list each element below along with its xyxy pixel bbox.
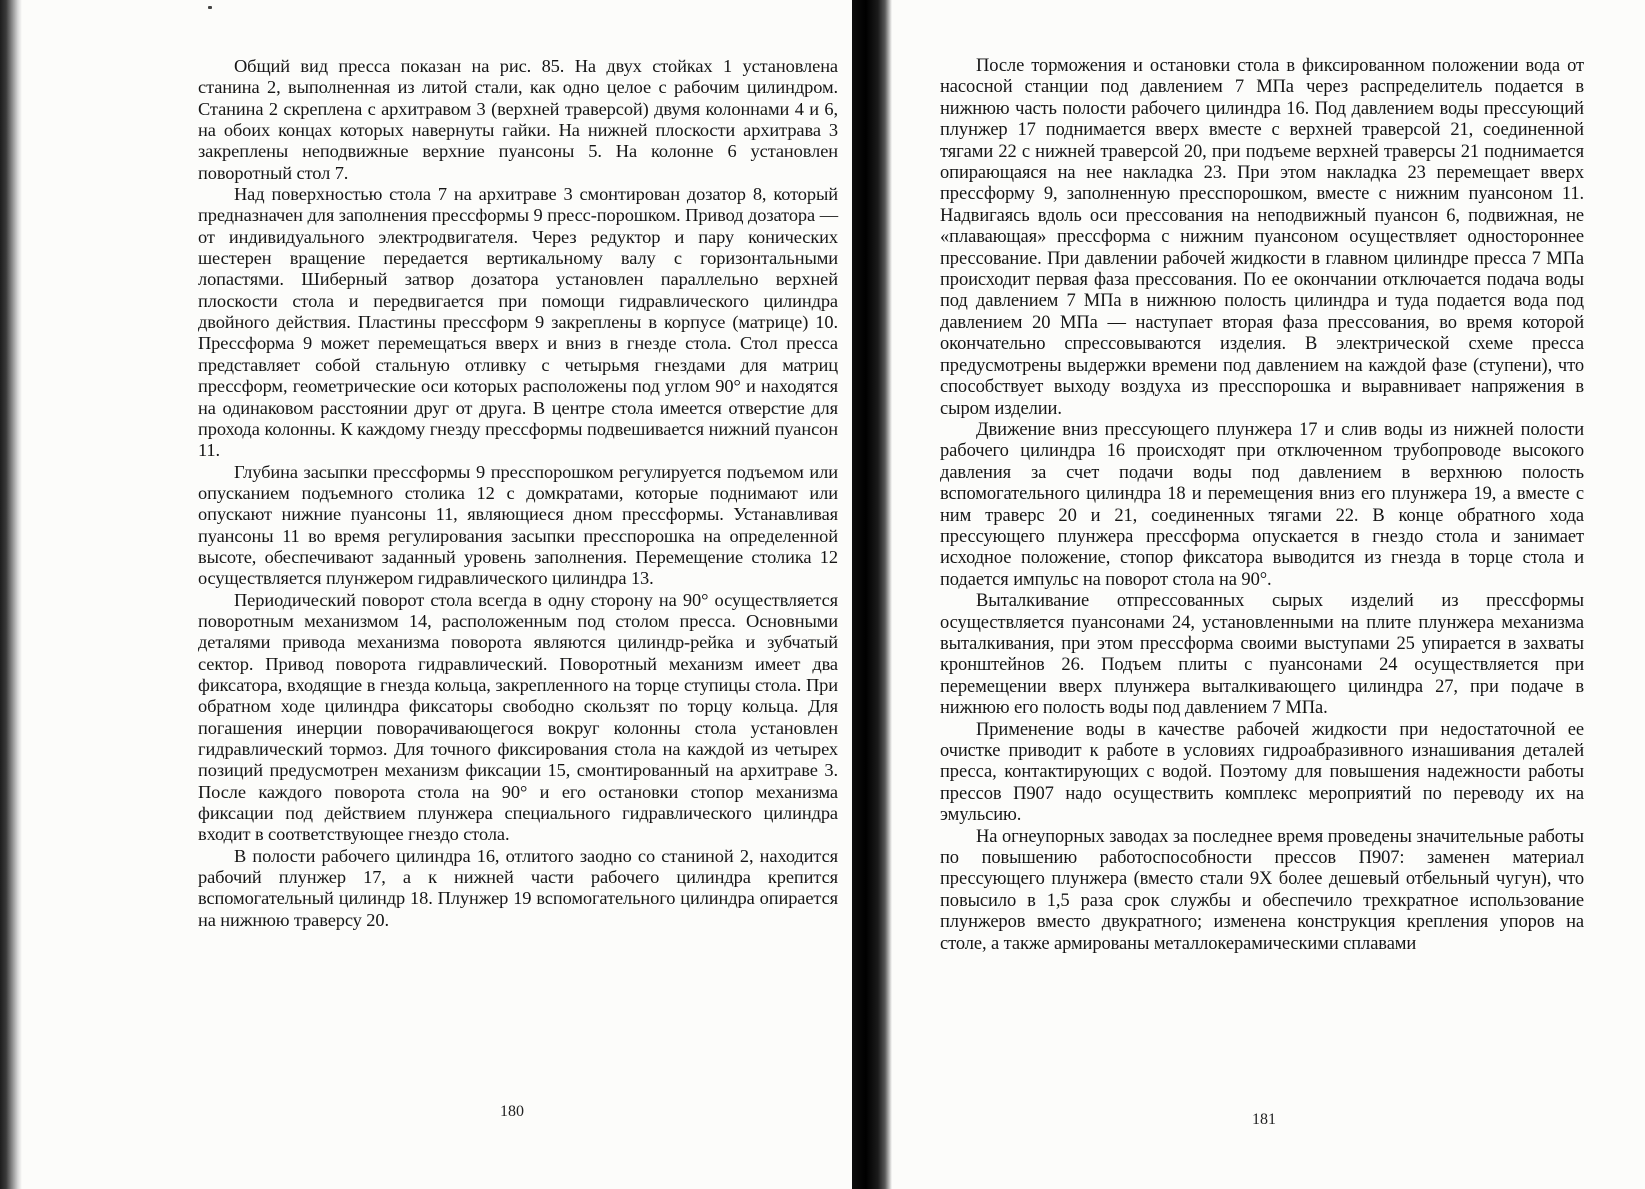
scan-speck: [208, 6, 212, 9]
page-number-right: 181: [1252, 1111, 1276, 1128]
paragraph: Глубина засыпки прессформы 9 пресспорошком регулируется подъемом или опусканием подъемного столика 12 с домкратами, которые поднимают или опускают нижние пуансоны 11, являющиеся дном прессформы. Устанавливая пуансоны 11 во время регулирования засыпки пресспорошка на определенной высоте, обеспечивают заданный уровень заполнения. Перемещение столика 12 осуществляется плунжером гидравлического цилиндра 13.: [198, 461, 838, 589]
paragraph: Периодический поворот стола всегда в одну сторону на 90° осуществляется поворотным механизмом 14, расположенным под столом пресса. Основными деталями привода механизма поворота являются цилиндр-рейка и зубчатый сектор. Привод поворота гидравлический. Поворотный механизм имеет два фиксатора, входящие в гнезда кольца, закрепленного на торце ступицы стола. При обратном ходе цилиндра фиксаторы свободно скользят по торцу кольца. Для погашения инерции поворачивающегося вокруг колонны стола установлен гидравлический тормоз. Для точного фиксирования стола на каждой из четырех позиций предусмотрен механизм фиксации 15, смонтированный на архитраве 3. После каждого поворота стола на 90° и его остановки стопор механизма фиксации под действием плунжера специального гидравлического цилиндра входит в соответствующее гнездо стола.: [198, 589, 838, 845]
paragraph: Над поверхностью стола 7 на архитраве 3 смонтирован дозатор 8, который предназначен для заполнения прессформы 9 пресс-порошком. Привод дозатора — от индивидуального электродвигателя. Через редуктор и пару конических шестерен вращение передается вертикальному валу с горизонтальными лопастями. Шиберный затвор дозатора установлен параллельно верхней плоскости стола и передвигается при помощи гидравлического цилиндра двойного действия. Пластины прессформ 9 закреплены в корпусе (матрице) 10. Прессформа 9 может перемещаться вверх и вниз в гнезде стола. Стол пресса представляет собой стальную отливку с четырьмя гнездами для матриц прессформ, геометрические оси которых расположены под углом 90° и находятся на одинаковом расстоянии друг от друга. В центре стола имеется отверстие для прохода колонны. К каждому гнезду прессформы подвешивается нижний пуансон 11.: [198, 184, 838, 461]
paragraph: После торможения и остановки стола в фиксированном положении вода от насосной станции под давлением 7 МПа через распределитель подается в нижнюю часть полости рабочего цилиндра 16. Под давлением воды прессующий плунжер 17 поднимается вверх вместе с верхней траверсой 21, соединенной тягами 22 с нижней траверсой 20, при подъеме верхней траверсы 21 поднимается опирающаяся на нее накладка 23. При этом накладка 23 перемещает вверх прессформу 9, заполненную пресспорошком, вместе с нижним пуансоном 11. Надвигаясь вдоль оси прессования на неподвижный пуансон 6, подвижная, не «плавающая» прессформа с нижним пуансоном осуществляет одностороннее прессование. При давлении рабочей жидкости в главном цилиндре пресса 7 МПа происходит первая фаза прессования. По ее окончании отключается подача воды под давлением 7 МПа в нижнюю полость цилиндра и туда подается вода под давлением 20 МПа — наступает вторая фаза прессования, во время которой окончательно спрессовываются изделия. В электрической схеме пресса предусмотрены выдержки времени под давлением на каждой фазе (ступени), что способствует выходу воздуха из пресспорошка и выравнивает напряжения в сыром изделии.: [940, 56, 1584, 419]
scan-edge-shadow: [0, 0, 22, 1189]
left-page: [198, 56, 838, 931]
right-page: [940, 56, 1584, 955]
paragraph: Общий вид пресса показан на рис. 85. На двух стойках 1 установлена станина 2, выполненная из литой стали, как одно целое с рабочим цилиндром. Станина 2 скреплена с архитравом 3 (верхней траверсой) двумя колоннами 4 и 6, на обоих концах которых навернуты гайки. На нижней плоскости архитрава 3 закреплены неподвижные верхние пуансоны 5. На колонне 6 установлен поворотный стол 7.: [198, 56, 838, 183]
binding-gutter: [852, 0, 892, 1189]
paragraph: Движение вниз прессующего плунжера 17 и слив воды из нижней полости рабочего цилиндра 16 происходят при отключенном трубопроводе высокого давления за счет подачи воды под давлением в верхнюю полость вспомогательного цилиндра 18 и перемещения вниз его плунжера 19, а вместе с ним траверс 20 и 21, соединенных тягами 22. В конце обратного хода прессующего плунжера прессформа опускается в гнездо стола и занимает исходное положение, стопор фиксатора выводится из гнезда в торце стола и подается импульс на поворот стола на 90°.: [940, 419, 1584, 590]
page-number-left: 180: [500, 1103, 524, 1120]
paragraph: В полости рабочего цилиндра 16, отлитого заодно со станиной 2, находится рабочий плунжер 17, а к нижней части рабочего цилиндра крепится вспомогательный цилиндр 18. Плунжер 19 вспомогательного цилиндра опирается на нижнюю траверсу 20.: [198, 845, 838, 930]
paragraph: На огнеупорных заводах за последнее время проведены значительные работы по повышению работоспособности прессов П907: заменен материал прессующего плунжера (вместо стали 9Х более дешевый отбельный чугун), что повысило в 1,5 раза срок службы и обеспечило трехкратное использование плунжеров вместо двукратного; изменена конструкция крепления упоров на столе, а также армированы металлокерамическими сплавами: [940, 826, 1584, 954]
paragraph: Применение воды в качестве рабочей жидкости при недостаточной ее очистке приводит к работе в условиях гидроабразивного изнашивания деталей пресса, контактирующих с водой. Поэтому для повышения надежности работы прессов П907 надо осуществить комплекс мероприятий по переводу их на эмульсию.: [940, 719, 1584, 826]
paragraph: Выталкивание отпрессованных сырых изделий из прессформы осуществляется пуансонами 24, установленными на плите плунжера механизма выталкивания, при этом прессформа своими выступами 25 упирается в захваты кронштейнов 26. Подъем плиты с пуансонами 24 осуществляется при перемещении вверх плунжера выталкивающего цилиндра 27, при подаче в нижнюю его полость воды под давлением 7 МПа.: [940, 591, 1584, 719]
